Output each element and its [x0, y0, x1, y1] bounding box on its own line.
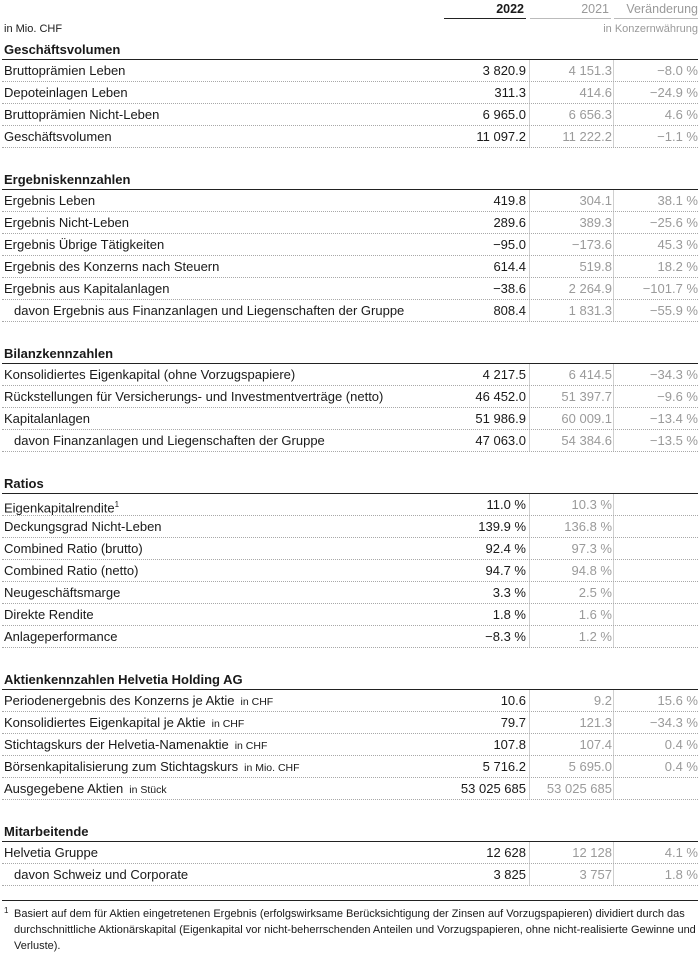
value-2021: 94.8 %: [571, 563, 612, 578]
section-gap: [2, 322, 698, 344]
value-2022: 419.8: [442, 191, 526, 211]
value-change: 4.1 %: [664, 845, 698, 860]
row-label: [4, 105, 159, 125]
table-row: [2, 756, 698, 778]
table-row: [2, 494, 698, 516]
column-divider: [613, 126, 614, 147]
value-2021: 51 397.7: [561, 389, 612, 404]
value-2021: 107.4: [579, 737, 612, 752]
row-label: [4, 365, 295, 385]
value-change: −34.3 %: [649, 715, 698, 730]
column-divider: [529, 756, 530, 777]
row-unit: in CHF: [240, 696, 274, 708]
column-divider: [613, 494, 614, 515]
column-divider: [529, 538, 530, 559]
column-divider: [529, 82, 530, 103]
header-change: Veränderung: [626, 2, 698, 16]
row-label-text: Ergebnis Übrige Tätigkeiten: [4, 237, 165, 252]
column-divider: [529, 60, 530, 81]
row-unit: in Mio. CHF: [244, 762, 300, 774]
row-label: [14, 431, 325, 451]
table-row: [2, 190, 698, 212]
column-divider: [529, 778, 530, 799]
value-change: 0.4 %: [664, 759, 698, 774]
column-divider: [529, 842, 530, 863]
value-2022: 139.9 %: [442, 517, 526, 537]
value-2022: 46 452.0: [442, 387, 526, 407]
row-label-text: Rückstellungen für Versicherungs- und Investmentverträge (netto): [4, 389, 384, 404]
value-2021: 5 695.0: [568, 759, 612, 774]
section-gap: [2, 148, 698, 170]
value-2022: −8.3 %: [442, 627, 526, 647]
value-change: 15.6 %: [657, 693, 698, 708]
value-2022: 614.4: [442, 257, 526, 277]
row-label-text: Helvetia Gruppe: [4, 845, 98, 860]
value-2022: 47 063.0: [442, 431, 526, 451]
value-2021: 1 831.3: [568, 303, 612, 318]
row-label: [4, 605, 94, 625]
table-row: [2, 386, 698, 408]
table-row: [2, 864, 698, 886]
row-label: [14, 865, 188, 885]
column-divider: [613, 864, 614, 885]
table-row: [2, 516, 698, 538]
table-row: [2, 712, 698, 734]
column-divider: [613, 690, 614, 711]
column-divider: [613, 516, 614, 537]
column-divider: [613, 538, 614, 559]
row-label: [4, 735, 267, 756]
row-label: [4, 127, 112, 147]
row-label-text: Eigenkapitalrendite: [4, 500, 115, 516]
table-row: [2, 104, 698, 126]
column-divider: [613, 190, 614, 211]
row-label-text: Neugeschäftsmarge: [4, 585, 121, 600]
value-change: −13.5 %: [649, 433, 698, 448]
section-title: Geschäftsvolumen: [2, 40, 698, 60]
footnote-ref: 1: [114, 500, 120, 509]
currency-note: in Konzernwährung: [603, 23, 698, 35]
row-unit: in Stück: [129, 784, 167, 796]
row-label-text: Börsenkapitalisierung zum Stichtagskurs: [4, 759, 239, 774]
value-change: 38.1 %: [657, 193, 698, 208]
value-change: −9.6 %: [657, 389, 698, 404]
value-2021: 6 414.5: [568, 367, 612, 382]
column-divider: [529, 864, 530, 885]
row-label-text: Depoteinlagen Leben: [4, 85, 128, 100]
table-row: [2, 604, 698, 626]
value-2021: 10.3 %: [571, 497, 612, 512]
row-label: [4, 539, 143, 559]
row-label-text: Bruttoprämien Nicht-Leben: [4, 107, 160, 122]
row-label-text: davon Finanzanlagen und Liegenschaften der Gruppe: [14, 433, 325, 448]
column-divider: [529, 364, 530, 385]
column-divider: [529, 712, 530, 733]
row-label-text: Deckungsgrad Nicht-Leben: [4, 519, 162, 534]
value-change: 18.2 %: [657, 259, 698, 274]
row-label: [4, 409, 90, 429]
row-label-text: Kapitalanlagen: [4, 411, 91, 426]
value-2022: 11.0 %: [442, 495, 526, 515]
value-2022: 6 965.0: [442, 105, 526, 125]
header-rule-change: [614, 18, 698, 19]
value-change: 0.4 %: [664, 737, 698, 752]
row-label: [4, 517, 162, 537]
value-2022: 51 986.9: [442, 409, 526, 429]
table-row: [2, 408, 698, 430]
value-2022: 53 025 685: [442, 779, 526, 799]
column-divider: [529, 104, 530, 125]
column-divider: [613, 82, 614, 103]
value-2021: 389.3: [579, 215, 612, 230]
column-divider: [529, 126, 530, 147]
row-label: [4, 387, 383, 407]
value-2022: 79.7: [442, 713, 526, 733]
table-row: [2, 126, 698, 148]
row-label-text: Ergebnis Leben: [4, 193, 96, 208]
row-label: [4, 83, 128, 103]
value-2021: 1.6 %: [578, 607, 612, 622]
column-divider: [529, 582, 530, 603]
value-2021: 60 009.1: [561, 411, 612, 426]
column-divider: [613, 104, 614, 125]
table-row: [2, 212, 698, 234]
column-divider: [529, 408, 530, 429]
table-row: [2, 778, 698, 800]
row-label-text: Combined Ratio (netto): [4, 563, 139, 578]
value-2021: 9.2: [593, 693, 612, 708]
value-change: 4.6 %: [664, 107, 698, 122]
row-label-text: Konsolidiertes Eigenkapital (ohne Vorzugspapiere): [4, 367, 296, 382]
column-divider: [529, 734, 530, 755]
column-divider: [529, 516, 530, 537]
row-label-text: Geschäftsvolumen: [4, 129, 112, 144]
row-label: [14, 301, 404, 321]
row-label: [4, 583, 120, 603]
row-label: [4, 235, 164, 255]
table-row: [2, 256, 698, 278]
column-divider: [613, 604, 614, 625]
row-label-text: Periodenergebnis des Konzerns je Aktie: [4, 693, 235, 708]
section-gap: [2, 800, 698, 822]
column-divider: [529, 604, 530, 625]
table-row: [2, 234, 698, 256]
value-2022: 94.7 %: [442, 561, 526, 581]
column-divider: [613, 626, 614, 647]
column-divider: [613, 430, 614, 451]
column-divider: [613, 60, 614, 81]
value-change: −8.0 %: [657, 63, 698, 78]
row-label: [4, 561, 138, 581]
section-gap: [2, 648, 698, 670]
column-divider: [529, 690, 530, 711]
row-label-text: Ausgegebene Aktien: [4, 781, 124, 796]
section-title: Aktienkennzahlen Helvetia Holding AG: [2, 670, 698, 690]
column-divider: [529, 386, 530, 407]
row-label-text: Combined Ratio (brutto): [4, 541, 143, 556]
value-2022: 3.3 %: [442, 583, 526, 603]
section-title: Mitarbeitende: [2, 822, 698, 842]
column-divider: [613, 582, 614, 603]
column-divider: [613, 712, 614, 733]
table-row: [2, 626, 698, 648]
column-divider: [529, 300, 530, 321]
column-divider: [529, 256, 530, 277]
table-row: [2, 60, 698, 82]
value-change: −24.9 %: [649, 85, 698, 100]
table-row: [2, 430, 698, 452]
value-2021: 414.6: [579, 85, 612, 100]
header-rule-2021: [530, 18, 611, 19]
value-2022: 10.6: [442, 691, 526, 711]
row-label-text: davon Ergebnis aus Finanzanlagen und Liegenschaften der Gruppe: [14, 303, 405, 318]
value-2021: 53 025 685: [546, 781, 612, 796]
row-label-text: Ergebnis Nicht-Leben: [4, 215, 130, 230]
table-row: [2, 364, 698, 386]
value-2021: 2.5 %: [578, 585, 612, 600]
value-2022: 11 097.2: [442, 127, 526, 147]
column-divider: [613, 386, 614, 407]
value-2022: 12 628: [442, 843, 526, 863]
value-2021: 1.2 %: [578, 629, 612, 644]
column-divider: [613, 756, 614, 777]
column-divider: [613, 778, 614, 799]
value-2021: 97.3 %: [571, 541, 612, 556]
row-label: [4, 257, 219, 277]
value-change: −1.1 %: [657, 129, 698, 144]
value-change: −13.4 %: [649, 411, 698, 426]
value-change: 1.8 %: [664, 867, 698, 882]
value-2021: 11 222.2: [562, 129, 612, 144]
value-2021: 12 128: [572, 845, 612, 860]
row-label: [4, 757, 300, 778]
value-2022: 289.6: [442, 213, 526, 233]
row-label-text: Ergebnis des Konzerns nach Steuern: [4, 259, 220, 274]
table-row: [2, 582, 698, 604]
column-divider: [529, 626, 530, 647]
value-2022: −95.0: [442, 235, 526, 255]
row-label-text: Anlageperformance: [4, 629, 118, 644]
table-header: [2, 0, 698, 40]
table-row: [2, 560, 698, 582]
row-unit: in CHF: [211, 718, 245, 730]
row-label: [4, 691, 273, 712]
row-label-text: Stichtagskurs der Helvetia-Namenaktie: [4, 737, 229, 752]
column-divider: [613, 256, 614, 277]
footnote-text: Basiert auf dem für Aktien eingetretenen Ergebnis (erfolgswirksame Berücksichtigung der Zinsen auf Vorzugspapieren) dividiert durch das durchschnittliche Aktionärskapital (Eigenkapital vor nicht-beherrschenden Anteilen und Vorzugspapieren, ohne nicht-realisierte Gewinne und Verluste).: [14, 908, 696, 952]
row-label-text: davon Schweiz und Corporate: [14, 867, 189, 882]
row-label: [4, 213, 129, 233]
value-change: −55.9 %: [649, 303, 698, 318]
value-2021: 2 264.9: [568, 281, 612, 296]
value-2021: 4 151.3: [568, 63, 612, 78]
column-divider: [613, 364, 614, 385]
column-divider: [529, 190, 530, 211]
section-title: Bilanzkennzahlen: [2, 344, 698, 364]
column-divider: [529, 212, 530, 233]
value-2022: 5 716.2: [442, 757, 526, 777]
value-change: −34.3 %: [649, 367, 698, 382]
table-row: [2, 538, 698, 560]
row-label: [4, 191, 95, 211]
column-divider: [613, 300, 614, 321]
value-2022: −38.6: [442, 279, 526, 299]
value-change: −101.7 %: [642, 281, 698, 296]
footnote-marker: 1: [4, 906, 9, 915]
column-divider: [529, 430, 530, 451]
unit-label: in Mio. CHF: [4, 23, 63, 35]
row-label: [4, 779, 167, 800]
value-2022: 311.3: [442, 83, 526, 103]
value-2021: 519.8: [579, 259, 612, 274]
row-label-text: Ergebnis aus Kapitalanlagen: [4, 281, 170, 296]
row-label: [4, 627, 117, 647]
footnote: [2, 900, 698, 954]
value-2022: 4 217.5: [442, 365, 526, 385]
row-label: [4, 495, 119, 518]
column-divider: [529, 494, 530, 515]
column-divider: [529, 278, 530, 299]
section-gap: [2, 452, 698, 474]
row-label: [4, 61, 125, 81]
column-divider: [613, 560, 614, 581]
value-2021: 3 757: [579, 867, 612, 882]
row-label-text: Konsolidiertes Eigenkapital je Aktie: [4, 715, 206, 730]
value-2021: 6 656.3: [568, 107, 612, 122]
column-divider: [613, 278, 614, 299]
column-divider: [613, 734, 614, 755]
value-change: 45.3 %: [657, 237, 698, 252]
value-2021: 121.3: [579, 715, 612, 730]
value-2022: 3 825: [442, 865, 526, 885]
row-label: [4, 279, 170, 299]
row-label-text: Bruttoprämien Leben: [4, 63, 126, 78]
sections-container: [2, 40, 698, 886]
row-label: [4, 843, 98, 863]
value-2022: 1.8 %: [442, 605, 526, 625]
header-rule-2022: [444, 18, 526, 19]
table-row: [2, 690, 698, 712]
value-2021: 304.1: [579, 193, 612, 208]
section-title: Ergebniskennzahlen: [2, 170, 698, 190]
value-2022: 3 820.9: [442, 61, 526, 81]
table-row: [2, 842, 698, 864]
column-divider: [613, 408, 614, 429]
key-figures-table: [2, 0, 698, 954]
column-divider: [613, 842, 614, 863]
value-2021: 136.8 %: [564, 519, 612, 534]
table-row: [2, 82, 698, 104]
value-2022: 808.4: [442, 301, 526, 321]
table-row: [2, 734, 698, 756]
value-change: −25.6 %: [649, 215, 698, 230]
value-2021: −173.6: [571, 237, 612, 252]
column-divider: [613, 234, 614, 255]
table-row: [2, 278, 698, 300]
value-2022: 107.8: [442, 735, 526, 755]
column-divider: [529, 234, 530, 255]
table-row: [2, 300, 698, 322]
column-divider: [529, 560, 530, 581]
row-unit: in CHF: [234, 740, 268, 752]
value-2022: 92.4 %: [442, 539, 526, 559]
value-2021: 54 384.6: [561, 433, 612, 448]
section-title: Ratios: [2, 474, 698, 494]
row-label-text: Direkte Rendite: [4, 607, 94, 622]
column-divider: [613, 212, 614, 233]
header-2021: 2021: [581, 2, 609, 16]
header-2022: 2022: [496, 2, 524, 16]
row-label: [4, 713, 244, 734]
